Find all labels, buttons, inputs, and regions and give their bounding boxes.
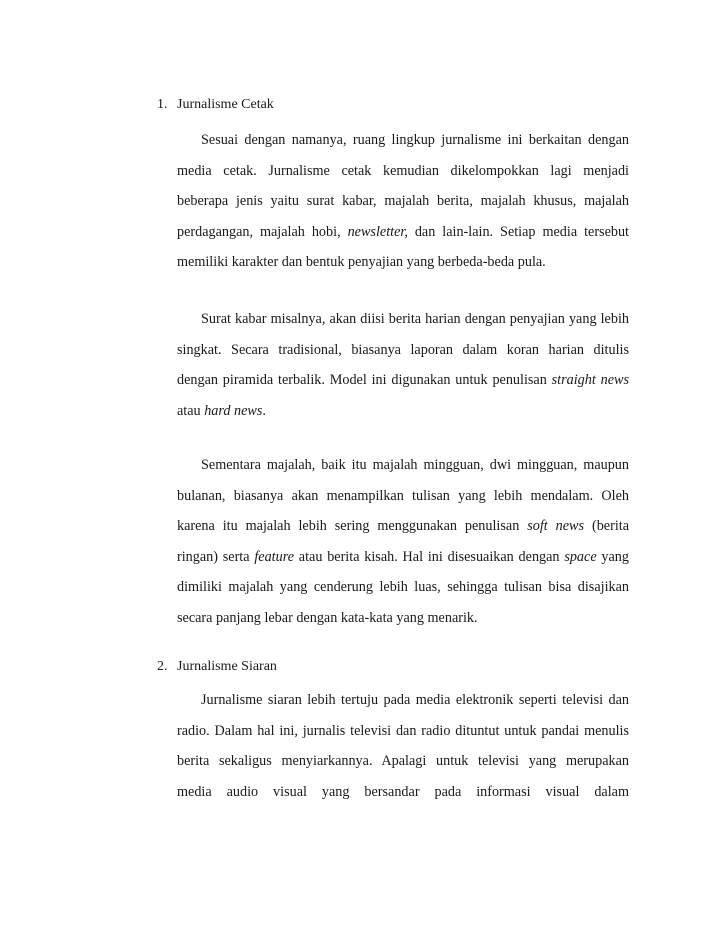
italic-term: feature [254,548,294,565]
text-line: Sementara majalah, baik itu majalah mingguan, dwi mingguan, maupun [201,457,629,473]
paragraph [177,450,629,634]
text-line: Jurnalisme siaran lebih tertuju pada media elektronik seperti televisi dan [201,692,629,708]
section-number: 1. [157,97,168,112]
text-line: radio. Dalam hal ini, jurnalis televisi dan radio dituntut untuk pandai menulis [177,722,629,739]
text-line: berita sekaligus menyiarkannya. Apalagi untuk televisi yang merupakan [177,753,629,770]
section-heading-1 [157,96,630,114]
paragraph [177,685,629,807]
text-line: Surat kabar misalnya, akan diisi berita harian dengan penyajian yang lebih [201,311,629,327]
text-line: bulanan, biasanya akan menampilkan tulisan yang lebih mendalam. Oleh [177,487,629,504]
text-line: media cetak. Jurnalisme cetak kemudian dikelompokkan lagi menjadi [177,162,629,179]
paragraph [177,304,629,426]
italic-term: space [564,548,597,565]
italic-term: newsletter, [347,223,408,240]
text-line: perdagangan, majalah hobi, newsletter, dan lain-lain. Setiap media tersebut [177,223,630,240]
text-line: atau hard news. [177,402,266,419]
section-title: Jurnalisme Siaran [177,659,277,674]
text-line: memiliki karakter dan bentuk penyajian yang berbeda-beda pula. [177,254,546,271]
text-line: singkat. Secara tradisional, biasanya laporan dalam koran harian ditulis [177,341,629,358]
text-line: beberapa jenis yaitu surat kabar, majalah berita, majalah khusus, majalah [177,193,629,210]
section-heading-2 [157,658,630,676]
text-line: dimiliki majalah yang cenderung lebih luas, sehingga tulisan bisa disajikan [177,579,629,596]
paragraph [177,125,629,278]
text-line: secara panjang lebar dengan kata-kata yang menarik. [177,609,478,626]
section-title: Jurnalisme Cetak [177,97,274,112]
italic-term: straight news [551,372,629,389]
text-line: ringan) serta feature atau berita kisah. Hal ini disesuaikan dengan space yang [177,548,629,565]
italic-term: soft news [527,518,585,535]
text-line: media audio visual yang bersandar pada informasi visual dalam [177,783,629,800]
section-number: 2. [157,659,168,674]
text-line: dengan piramida terbalik. Model ini digunakan untuk penulisan straight news [177,372,629,389]
italic-term: hard news [204,402,263,419]
text-line: Sesuai dengan namanya, ruang lingkup jurnalisme ini berkaitan dengan [201,132,629,148]
text-line: karena itu majalah lebih sering menggunakan penulisan soft news (berita [177,518,630,535]
